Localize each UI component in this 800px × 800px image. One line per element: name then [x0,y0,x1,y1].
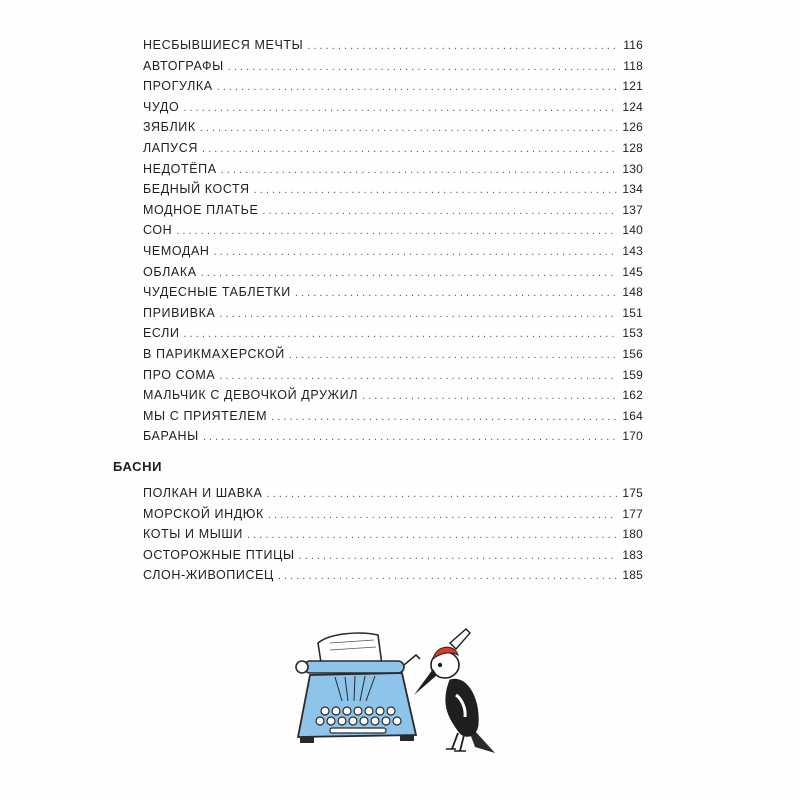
section-heading: БАСНИ [113,459,163,474]
typewriter-icon [296,633,420,743]
toc-entry [143,244,643,265]
toc-entry-page-number: 185 [622,568,643,583]
toc-entry-page-number: 126 [622,120,643,135]
toc-entry-title: БАРАНЫ [143,429,199,444]
toc-entry-title: ЧЕМОДАН [143,243,210,258]
toc-entry-title: ОСТОРОЖНЫЕ ПТИЦЫ [143,547,295,562]
toc-entry-page-number: 121 [622,79,643,94]
toc-entry [143,306,643,327]
toc-entry [143,388,643,409]
toc-entry-title: ПРОГУЛКА [143,79,213,94]
toc-leader-dots [295,287,617,299]
toc-entry-page-number: 130 [622,161,643,176]
toc-entry-title: МЫ С ПРИЯТЕЛЕМ [143,408,268,423]
toc-entry-page-number: 140 [622,223,643,238]
toc-leader-dots [262,205,617,217]
toc-entry-page-number: 164 [622,408,643,423]
toc-entry-title: МАЛЬЧИК С ДЕВОЧКОЙ ДРУЖИЛ [143,388,359,403]
toc-entry [143,223,643,244]
toc-entry [143,527,643,548]
toc-entry-title: БЕДНЫЙ КОСТЯ [143,182,250,197]
toc-entry [143,141,643,162]
toc-entry-page-number: 134 [622,182,643,197]
toc-entry [143,120,643,141]
toc-entry [143,368,643,389]
toc-entry [143,79,643,100]
typewriter-woodpecker-illustration [290,625,515,760]
toc-entry [143,548,643,569]
toc-leader-dots [202,143,617,155]
toc-leader-dots [228,61,617,73]
toc-entry-title: ЕСЛИ [143,326,180,341]
toc-leader-dots [299,550,617,562]
toc-entry [143,409,643,430]
toc-entry-title: ЛАПУСЯ [143,140,198,155]
toc-entry [143,568,643,589]
toc-entry [143,59,643,80]
toc-entry [143,38,643,59]
toc-entry-page-number: 153 [622,326,643,341]
toc-entry-title: ОБЛАКА [143,264,197,279]
toc-entry-page-number: 159 [622,367,643,382]
toc-entry-title: АВТОГРАФЫ [143,58,224,73]
toc-leader-dots [184,328,617,340]
toc-leader-dots [200,122,617,134]
toc-entry-page-number: 124 [622,99,643,114]
toc-leader-dots [247,529,617,541]
toc-entry [143,265,643,286]
toc-entry [143,486,643,507]
toc-list [143,38,643,450]
toc-entry-title: НЕДОТЁПА [143,161,217,176]
toc-entry-page-number: 116 [623,38,643,52]
toc-entry-title: В ПАРИКМАХЕРСКОЙ [143,346,285,361]
toc-leader-dots [176,225,617,237]
toc-entry [143,182,643,203]
toc-entry-page-number: 128 [622,140,643,155]
toc-leader-dots [203,431,617,443]
toc-leader-dots [268,509,617,521]
toc-entry-page-number: 175 [622,486,643,500]
toc-entry [143,203,643,224]
toc-entry [143,162,643,183]
toc-entry-page-number: 151 [622,305,643,320]
toc-entry [143,326,643,347]
toc-entry [143,429,643,450]
toc-entry-page-number: 170 [622,429,643,444]
toc-entry [143,507,643,528]
toc-leader-dots [289,349,617,361]
woodpecker-icon [414,629,495,753]
toc-leader-dots [362,390,617,402]
toc-leader-dots [183,102,617,114]
toc-entry-title: ПРО СОМА [143,367,216,382]
toc-leader-dots [307,40,617,52]
toc-section-list [143,486,643,589]
toc-entry-title: ЧУДО [143,99,180,114]
toc-entry-title: НЕСБЫВШИЕСЯ МЕЧТЫ [143,38,304,52]
toc-entry-page-number: 180 [622,527,643,542]
toc-entry-title: СЛОН-ЖИВОПИСЕЦ [143,568,274,583]
toc-leader-dots [219,308,617,320]
toc-leader-dots [271,411,617,423]
toc-entry-page-number: 183 [622,547,643,562]
toc-leader-dots [221,164,617,176]
toc-entry-page-number: 162 [622,388,643,403]
toc-entry-page-number: 148 [622,285,643,300]
toc-entry-title: МОДНОЕ ПЛАТЬЕ [143,202,259,217]
toc-entry-title: МОРСКОЙ ИНДЮК [143,506,264,521]
toc-entry [143,347,643,368]
toc-entry-title: СОН [143,223,173,238]
toc-leader-dots [254,184,617,196]
toc-entry-title: ЧУДЕСНЫЕ ТАБЛЕТКИ [143,285,291,300]
toc-leader-dots [267,488,618,500]
toc-leader-dots [217,81,617,93]
toc-entry [143,100,643,121]
toc-entry-title: ЗЯБЛИК [143,120,196,135]
toc-entry-page-number: 156 [622,346,643,361]
toc-entry-title: ПОЛКАН И ШАВКА [143,486,263,500]
toc-entry-title: ПРИВИВКА [143,305,216,320]
toc-entry-page-number: 118 [623,58,643,73]
toc-entry-page-number: 145 [622,264,643,279]
toc-entry-page-number: 143 [622,243,643,258]
toc-leader-dots [201,267,617,279]
toc-entry-page-number: 137 [622,202,643,217]
toc-leader-dots [214,246,617,258]
toc-leader-dots [219,370,617,382]
toc-entry [143,285,643,306]
toc-leader-dots [278,570,617,582]
toc-entry-page-number: 177 [622,506,643,521]
toc-entry-title: КОТЫ И МЫШИ [143,527,244,542]
